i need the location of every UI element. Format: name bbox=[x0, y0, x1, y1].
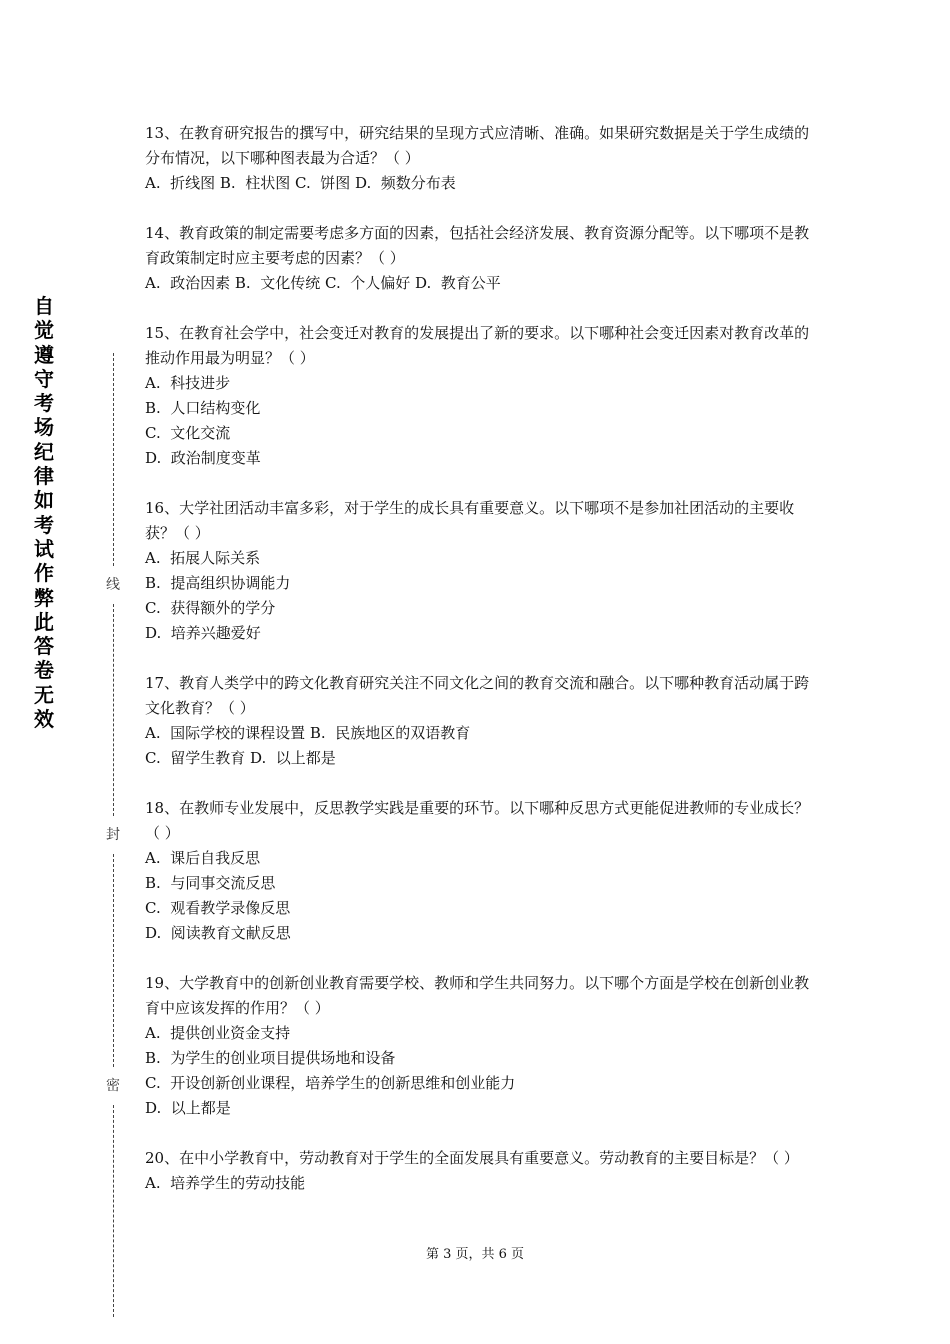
dashed-divider bbox=[113, 604, 114, 817]
option-c: C. 观看教学录像反思 bbox=[145, 899, 291, 917]
question-text: 20、在中小学教育中，劳动教育对于学生的全面发展具有重要意义。劳动教育的主要目标是？（ ） bbox=[145, 1149, 799, 1167]
question-18 bbox=[145, 796, 817, 946]
option-list bbox=[145, 1171, 817, 1196]
option-a: A. 科技进步 bbox=[145, 374, 231, 392]
option-list bbox=[145, 846, 817, 946]
question-14 bbox=[145, 221, 817, 296]
seal-line-label-seal: 封 bbox=[106, 827, 120, 843]
dashed-divider bbox=[113, 1105, 114, 1318]
option-line: C. 留学生教育 D. 以上都是 bbox=[145, 749, 336, 767]
option-list bbox=[145, 1021, 817, 1121]
option-b: B. 提高组织协调能力 bbox=[145, 574, 291, 592]
page-number: 第 3 页，共 6 页 bbox=[425, 1247, 525, 1262]
option-a: A. 培养学生的劳动技能 bbox=[145, 1174, 306, 1192]
option-c: C. 开设创新创业课程，培养学生的创新思维和创业能力 bbox=[145, 1074, 516, 1092]
seal-line-label-line: 线 bbox=[106, 576, 120, 593]
option-a: A. 拓展人际关系 bbox=[145, 549, 261, 567]
dashed-divider bbox=[113, 854, 114, 1067]
question-20 bbox=[145, 1146, 817, 1196]
question-13 bbox=[145, 121, 817, 196]
option-d: D. 政治制度变革 bbox=[145, 449, 261, 467]
question-text: 19、大学教育中的创新创业教育需要学校、教师和学生共同努力。以下哪个方面是学校在创新创业教育中应该发挥的作用？（ ） bbox=[145, 974, 810, 1017]
option-d: D. 以上都是 bbox=[145, 1099, 231, 1117]
option-d: D. 阅读教育文献反思 bbox=[145, 924, 291, 942]
question-text: 15、在教育社会学中，社会变迁对教育的发展提出了新的要求。以下哪种社会变迁因素对教育改革的推动作用最为明显？（ ） bbox=[145, 324, 810, 367]
question-15 bbox=[145, 321, 817, 471]
question-16 bbox=[145, 496, 817, 646]
option-list bbox=[145, 546, 817, 646]
option-list bbox=[145, 371, 817, 471]
option-c: C. 获得额外的学分 bbox=[145, 599, 276, 617]
option-line: A. 折线图 B. 柱状图 C. 饼图 D. 频数分布表 bbox=[145, 174, 456, 192]
option-b: B. 与同事交流反思 bbox=[145, 874, 276, 892]
dashed-divider bbox=[113, 353, 114, 566]
option-c: C. 文化交流 bbox=[145, 424, 231, 442]
option-a: A. 提供创业资金支持 bbox=[145, 1024, 291, 1042]
question-text: 14、教育政策的制定需要考虑多方面的因素，包括社会经济发展、教育资源分配等。以下哪项不是教育政策制定时应主要考虑的因素？（ ） bbox=[145, 224, 810, 267]
question-list bbox=[145, 121, 817, 1221]
question-17 bbox=[145, 671, 817, 771]
option-line: A. 国际学校的课程设置 B. 民族地区的双语教育 bbox=[145, 724, 471, 742]
exam-discipline-notice: 自觉遵守考场纪律如考试作弊此答卷无效 bbox=[34, 294, 54, 732]
question-text: 18、在教师专业发展中，反思教学实践是重要的环节。以下哪种反思方式更能促进教师的专业成长？（ ） bbox=[145, 799, 810, 842]
option-line: A. 政治因素 B. 文化传统 C. 个人偏好 D. 教育公平 bbox=[145, 274, 501, 292]
option-d: D. 培养兴趣爱好 bbox=[145, 624, 261, 642]
option-b: B. 人口结构变化 bbox=[145, 399, 261, 417]
question-text: 16、大学社团活动丰富多彩，对于学生的成长具有重要意义。以下哪项不是参加社团活动的主要收获？（ ） bbox=[145, 499, 795, 542]
seal-line bbox=[104, 353, 122, 1317]
option-list bbox=[145, 171, 817, 196]
option-list bbox=[145, 721, 817, 771]
question-19 bbox=[145, 971, 817, 1121]
seal-line-label-dense: 密 bbox=[106, 1077, 120, 1094]
question-text: 13、在教育研究报告的撰写中，研究结果的呈现方式应清晰、准确。如果研究数据是关于学生成绩的分布情况，以下哪种图表最为合适？（ ） bbox=[145, 124, 810, 167]
option-list bbox=[145, 271, 817, 296]
option-a: A. 课后自我反思 bbox=[145, 849, 261, 867]
option-b: B. 为学生的创业项目提供场地和设备 bbox=[145, 1049, 396, 1067]
question-text: 17、教育人类学中的跨文化教育研究关注不同文化之间的教育交流和融合。以下哪种教育活动属于跨文化教育？（ ） bbox=[145, 674, 810, 717]
